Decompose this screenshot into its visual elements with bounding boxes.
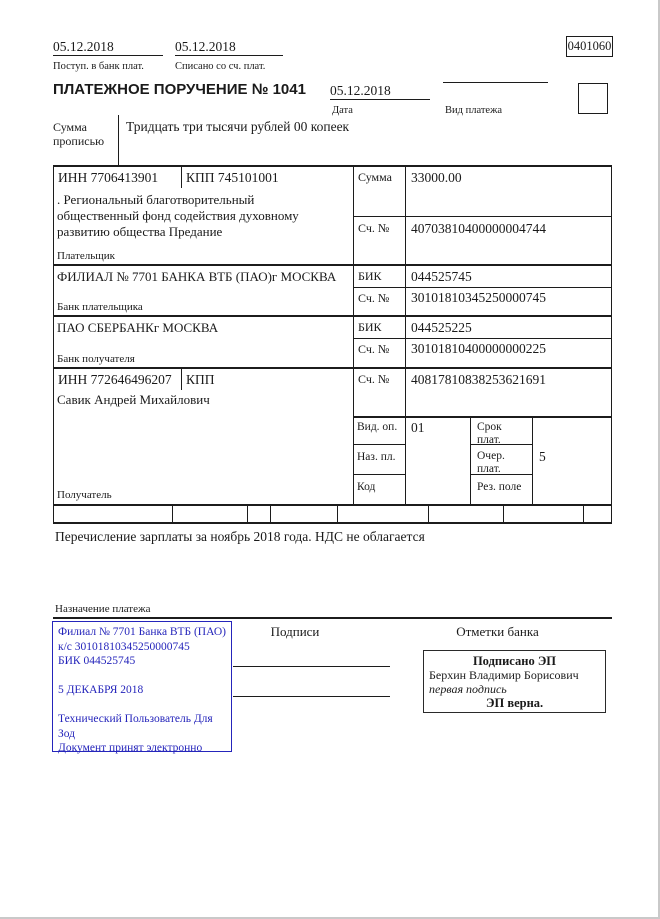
table-line (53, 504, 612, 506)
payer-section-label: Плательщик (57, 250, 115, 262)
stamp-line: к/с 30101810345250000745 (58, 640, 190, 653)
payment-kind-field (443, 82, 548, 83)
payment-kind-box (578, 83, 608, 114)
sum-value: 33000.00 (411, 170, 462, 185)
table-line (53, 504, 54, 522)
payer-bank-account-value: 30101810345250000745 (411, 290, 546, 305)
table-line (611, 165, 612, 505)
stamp-line (58, 669, 226, 684)
stamp-line: БИК 044525745 (58, 655, 136, 667)
reserve-field-label: Рез. поле (477, 481, 522, 493)
payee-bank-bik-value: 044525225 (411, 320, 472, 335)
table-line (611, 504, 612, 522)
payee-name: Савик Андрей Михайлович (57, 392, 210, 407)
payment-kind-label: Вид платежа (445, 105, 503, 116)
signatures-label: Подписи (270, 624, 320, 639)
table-line (53, 367, 612, 369)
table-line (53, 617, 612, 619)
signature-line (233, 696, 390, 697)
op-kind-label: Вид. оп. (357, 421, 398, 433)
date-label: Дата (332, 105, 353, 116)
payee-bank-account-value: 30101810400000000225 (411, 341, 546, 356)
payer-kpp: КПП 745101001 (186, 170, 279, 185)
amount-words-label: Сумма прописью (53, 120, 105, 148)
stamp-line: Филиал № 7701 Банка ВТБ (ПАО) (58, 626, 226, 638)
stamp-line (58, 698, 226, 713)
received-in-bank-label: Поступ. в банк плат. (53, 61, 144, 72)
payer-account-label: Сч. № (358, 221, 390, 235)
table-line (470, 416, 471, 504)
bank-stamp-box (52, 621, 232, 752)
table-line (353, 444, 405, 445)
table-line (532, 416, 533, 504)
payee-inn: ИНН 772646496207 (58, 372, 172, 387)
table-line (353, 338, 611, 339)
debited-from-account-date: 05.12.2018 (175, 38, 283, 56)
table-line (53, 264, 612, 266)
op-kind-value: 01 (411, 420, 425, 435)
priority-label: Очер. плат. (477, 450, 505, 475)
table-line (181, 367, 182, 390)
bank-marks-label: Отметки банка (456, 624, 539, 639)
code-label: Код (357, 481, 376, 493)
table-line (53, 165, 612, 167)
table-line (503, 504, 504, 522)
table-line (181, 165, 182, 188)
table-line (172, 504, 173, 522)
form-code-box: 0401060 (566, 36, 613, 57)
amount-words-value: Тридцать три тысячи рублей 00 копеек (126, 119, 350, 134)
table-line (247, 504, 248, 522)
payee-section-label: Получатель (57, 489, 112, 501)
purpose-code-label: Наз. пл. (357, 451, 396, 463)
payer-name: . Региональный благотворительный общественный фонд содействия духовному развитию общества Предание (57, 192, 299, 239)
table-line (53, 315, 612, 317)
esign-title: Подписано ЭП (472, 654, 557, 668)
signature-line (233, 666, 390, 667)
payment-purpose-text: Перечисление зарплаты за ноябрь 2018 года. НДС не облагается (55, 529, 425, 544)
due-date-label: Срок плат. (477, 421, 502, 446)
divider (118, 115, 119, 166)
table-line (337, 504, 338, 522)
payee-bank-name: ПАО СБЕРБАНКг МОСКВА (57, 320, 219, 335)
stamp-line: Технический Пользователь Для Зод (58, 713, 213, 740)
table-line (353, 474, 405, 475)
table-line (353, 416, 611, 418)
priority-value: 5 (539, 449, 546, 464)
received-in-bank-date: 05.12.2018 (53, 38, 163, 56)
sum-label: Сумма (358, 170, 392, 184)
table-line (353, 287, 611, 288)
table-line (583, 504, 584, 522)
esign-name: Берхин Владимир Борисович (429, 668, 579, 682)
stamp-line: Документ принят электронно (58, 742, 203, 754)
document-title: ПЛАТЕЖНОЕ ПОРУЧЕНИЕ № 1041 (53, 81, 306, 98)
payer-bank-bik-value: 044525745 (411, 269, 472, 284)
payer-bank-bik-label: БИК (358, 269, 382, 283)
payee-bank-section-label: Банк получателя (57, 353, 135, 365)
payer-inn: ИНН 7706413901 (58, 170, 159, 185)
payee-kpp-label: КПП (186, 372, 215, 387)
table-line (428, 504, 429, 522)
payer-bank-account-label: Сч. № (358, 291, 390, 305)
table-line (353, 216, 611, 217)
payer-bank-section-label: Банк плательщика (57, 301, 143, 313)
payer-account-value: 40703810400000004744 (411, 221, 546, 236)
payee-bank-account-label: Сч. № (358, 342, 390, 356)
payee-account-label: Сч. № (358, 372, 390, 386)
table-line (270, 504, 271, 522)
payer-bank-name: ФИЛИАЛ № 7701 БАНКА ВТБ (ПАО)г МОСКВА (57, 269, 337, 284)
esign-note: ЭП верна. (486, 696, 544, 710)
stamp-line: 5 ДЕКАБРЯ 2018 (58, 684, 144, 696)
esign-subtitle: первая подпись (429, 682, 507, 696)
debited-from-account-label: Списано со сч. плат. (175, 61, 266, 72)
esign-box (423, 650, 606, 713)
payee-bank-bik-label: БИК (358, 320, 382, 334)
payee-account-value: 40817810838253621691 (411, 372, 546, 387)
table-line (53, 165, 54, 505)
payment-purpose-label: Назначение платежа (55, 603, 151, 615)
document-date-field: 05.12.2018 (330, 82, 430, 100)
table-line (53, 522, 612, 524)
